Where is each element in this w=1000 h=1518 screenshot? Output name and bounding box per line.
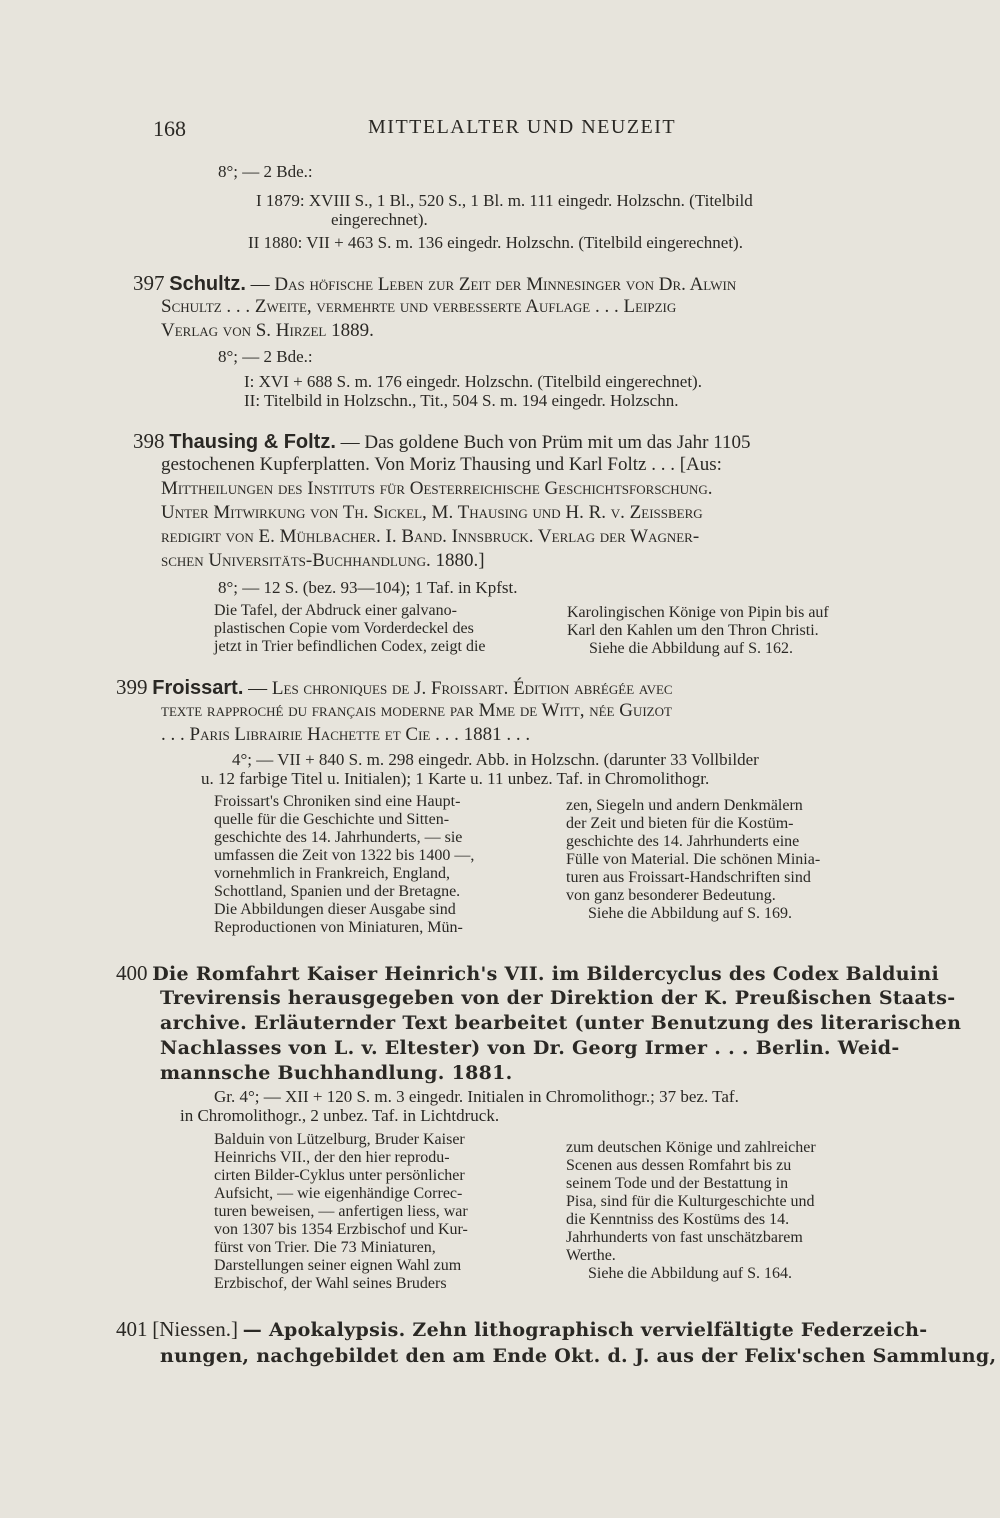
note-line: geschichte des 14. Jahrhunderts eine [566,833,800,850]
note-line: Balduin von Lützelburg, Bruder Kaiser [214,1131,465,1148]
format-line: 8°; — 2 Bde.: [218,162,313,181]
annotation-right-column [566,797,901,923]
entry-title-line: Verlag von S. Hirzel 1889. [161,320,374,341]
volume-line: II 1880: VII + 463 S. m. 136 eingedr. Holzschn. (Titelbild eingerechnet). [248,233,743,252]
note-line: der Zeit und bieten für die Kostüm- [566,815,794,832]
annotation-left-column [214,602,554,656]
entry-author: Schultz. [169,273,246,295]
entry-title-line: redigirt von E. Mühlbacher. I. Band. Innsbruck. Verlag der Wagner- [161,526,700,547]
note-line: Karolingischen Könige von Pipin bis auf [567,604,829,621]
note-line: Heinrichs VII., der den hier reprodu- [214,1149,450,1166]
note-line: umfassen die Zeit von 1322 bis 1400 —, [214,847,475,864]
entry-title-line: Schultz . . . Zweite, vermehrte und verbesserte Auflage . . . Leipzig [161,296,677,317]
volume-line: I 1879: XVIII S., 1 Bl., 520 S., 1 Bl. m. 111 eingedr. Holzschn. (Titelbild [256,191,753,210]
entry-title-line: — Das höfische Leben zur Zeit der Minnesinger von Dr. Alwin [250,274,737,295]
note-line: vornehmlich in Frankreich, England, [214,865,450,882]
format-line: 4°; — VII + 840 S. m. 298 eingedr. Abb. in Holzschn. (darunter 33 Vollbilder [232,750,759,769]
note-line: geschichte des 14. Jahrhunderts, — sie [214,829,463,846]
note-line: die Kenntniss des Kostüms des 14. [566,1211,790,1228]
entry-title-line: Trevirensis herausgegeben von der Direktion der K. Preußischen Staats- [160,987,956,1009]
note-line: Die Tafel, der Abdruck einer galvano- [214,602,457,619]
entry-title-line: texte rapproché du français moderne par Mme de Witt, née Guizot [161,700,672,721]
note-line: Darstellungen seiner eignen Wahl zum [214,1257,462,1274]
note-line: Pisa, sind für die Kulturgeschichte und [566,1193,815,1210]
note-line: Scenen aus dessen Romfahrt bis zu [566,1157,792,1174]
note-line: zen, Siegeln und andern Denkmälern [566,797,803,814]
format-line: Gr. 4°; — XII + 120 S. m. 3 eingedr. Initialen in Chromolithogr.; 37 bez. Taf. [214,1087,739,1106]
entry-title-line: — Apokalypsis. Zehn lithographisch vervielfältigte Federzeich- [242,1319,928,1341]
entry-author: [Niessen.] [152,1317,238,1341]
volume-line: eingerechnet). [331,210,428,229]
note-line: von 1307 bis 1354 Erzbischof und Kur- [214,1221,468,1238]
entry-number: 400 [116,961,148,985]
note-line: quelle für die Geschichte und Sitten- [214,811,450,828]
note-line: Reproductionen von Miniaturen, Mün- [214,919,463,936]
volume-line: II: Titelbild in Holzschn., Tit., 504 S. m. 194 eingedr. Holzschn. [244,391,679,410]
note-line: Erzbischof, der Wahl seines Bruders [214,1275,447,1292]
format-line: u. 12 farbige Titel u. Initialen); 1 Karte u. 11 unbez. Taf. in Chromolithogr. [201,769,710,788]
entry-author: Froissart. [152,677,244,699]
page-number: 168 [153,116,186,141]
entry-title-line: . . . Paris Librairie Hachette et Cie . . . 1881 . . . [161,724,531,745]
annotation-left-column [214,1131,544,1293]
note-line: plastischen Copie vom Vorderdeckel des [214,620,474,637]
entry-number: 398 [133,429,165,453]
entry-author: Thausing & Foltz. [169,431,336,453]
note-line: jetzt in Trier befindlichen Codex, zeigt die [214,638,486,655]
entry-title-line: — Les chroniques de J. Froissart. Édition abrégée avec [248,678,673,699]
note-line: seinem Tode und der Bestattung in [566,1175,789,1192]
note-line: Froissart's Chroniken sind eine Haupt- [214,793,461,810]
note-line: Karl den Kahlen um den Thron Christi. [567,622,819,639]
format-line: 8°; — 12 S. (bez. 93—104); 1 Taf. in Kpfst. [218,578,518,597]
entry-number: 401 [116,1317,148,1341]
entry-title-line: archive. Erläuternder Text bearbeitet (unter Benutzung des literarischen [160,1012,962,1034]
entry-title-line: mannsche Buchhandlung. 1881. [160,1062,513,1084]
note-line: zum deutschen Könige und zahlreicher [566,1139,816,1156]
note-line: Aufsicht, — wie eigenhändige Correc- [214,1185,463,1202]
page-header [153,116,898,146]
format-line: 8°; — 2 Bde.: [218,347,313,366]
note-line: turen beweisen, — anfertigen liess, war [214,1203,468,1220]
note-line: Schottland, Spanien und der Bretagne. [214,883,461,900]
note-line: Fülle von Material. Die schönen Minia- [566,851,821,868]
entry-title-line: Unter Mitwirkung von Th. Sickel, M. Thausing und H. R. v. Zeissberg [161,502,703,523]
entry-number: 399 [116,675,148,699]
entry-title-line: gestochenen Kupferplatten. Von Moriz Thausing und Karl Foltz . . . [Aus: [161,454,722,475]
entry-number: 397 [133,271,165,295]
note-line: Werthe. [566,1247,616,1264]
running-title: MITTELALTER UND NEUZEIT [368,116,677,138]
entry-title-line: schen Universitäts-Buchhandlung. 1880.] [161,550,485,571]
format-line: in Chromolithogr., 2 unbez. Taf. in Lichtdruck. [180,1106,500,1125]
entry-title-line: Die Romfahrt Kaiser Heinrich's VII. im Bildercyclus des Codex Balduini [152,963,939,985]
note-line: Siehe die Abbildung auf S. 162. [589,640,793,657]
annotation-left-column [214,793,544,937]
entry-title-line: nungen, nachgebildet den am Ende Okt. d. J. aus der Felix'schen Sammlung, [160,1345,997,1367]
note-line: Die Abbildungen dieser Ausgabe sind [214,901,456,918]
entry-title-line: Nachlasses von L. v. Eltester) von Dr. Georg Irmer . . . Berlin. Weid- [160,1037,900,1059]
note-line: Siehe die Abbildung auf S. 169. [588,905,792,922]
volume-line: I: XVI + 688 S. m. 176 eingedr. Holzschn. (Titelbild eingerechnet). [244,372,702,391]
note-line: cirten Bilder-Cyklus unter persönlicher [214,1167,465,1184]
note-line: von ganz besonderer Bedeutung. [566,887,776,904]
note-line: fürst von Trier. Die 73 Miniaturen, [214,1239,436,1256]
annotation-right-column [567,604,902,658]
note-line: turen aus Froissart-Handschriften sind [566,869,811,886]
note-line: Siehe die Abbildung auf S. 164. [588,1265,792,1282]
annotation-right-column [566,1139,901,1283]
note-line: Jahrhunderts von fast unschätzbarem [566,1229,803,1246]
entry-title-line: Mittheilungen des Instituts für Oesterreichische Geschichtsforschung. [161,478,713,499]
entry-title-line: — Das goldene Buch von Prüm mit um das Jahr 1105 [340,432,751,453]
